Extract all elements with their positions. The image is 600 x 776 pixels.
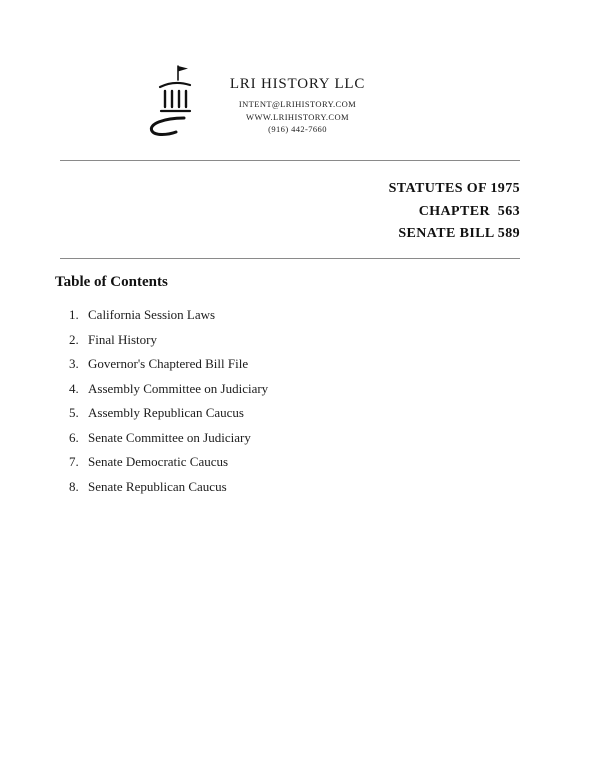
toc-item-number: 1.	[69, 307, 79, 322]
toc-item	[69, 480, 268, 493]
toc-item-number: 6.	[69, 429, 79, 445]
toc-item-label: California Session Laws	[88, 307, 216, 322]
divider-middle	[60, 258, 520, 259]
toc-item	[69, 333, 268, 346]
toc-item-label: Senate Republican Caucus	[88, 478, 227, 494]
toc-item	[69, 357, 268, 370]
toc-item-label: Assembly Committee on Judiciary	[88, 380, 269, 396]
chapter-line: CHAPTER 563	[418, 203, 520, 219]
website-text: WWW.LRIHISTORY.COM	[246, 111, 349, 122]
toc-item	[69, 431, 268, 444]
letterhead	[200, 76, 395, 136]
toc-item-label: Assembly Republican Caucus	[88, 405, 244, 420]
toc-item-label: Senate Committee on Judiciary	[88, 429, 251, 445]
divider-top	[60, 160, 520, 161]
phone-text: (916) 442-7660	[268, 124, 327, 134]
senate-bill-line: SENATE BILL 589	[398, 226, 520, 241]
toc-heading: Table of Contents	[55, 274, 168, 290]
toc-item	[69, 382, 268, 395]
email-text: INTENT@LRIHISTORY.COM	[238, 99, 357, 109]
statute-title-block	[389, 178, 520, 246]
toc-item-number: 5.	[69, 405, 79, 420]
toc-item-label: Senate Democratic Caucus	[88, 454, 229, 469]
toc-item-number: 7.	[69, 454, 79, 469]
statutes-year-line: STATUTES OF 1975	[388, 181, 520, 196]
toc-item-number: 8.	[69, 478, 79, 494]
toc-item	[69, 308, 268, 321]
toc-item	[69, 406, 268, 419]
toc-item-number: 4.	[69, 380, 79, 396]
company-name: LRI HISTORY LLC	[229, 76, 366, 92]
toc-item-number: 2.	[69, 331, 79, 347]
toc-item-label: Governor's Chaptered Bill File	[88, 356, 249, 371]
toc-item-number: 3.	[69, 356, 79, 371]
toc-item-label: Final History	[88, 331, 157, 347]
toc-item	[69, 455, 268, 468]
toc-list	[69, 308, 268, 504]
